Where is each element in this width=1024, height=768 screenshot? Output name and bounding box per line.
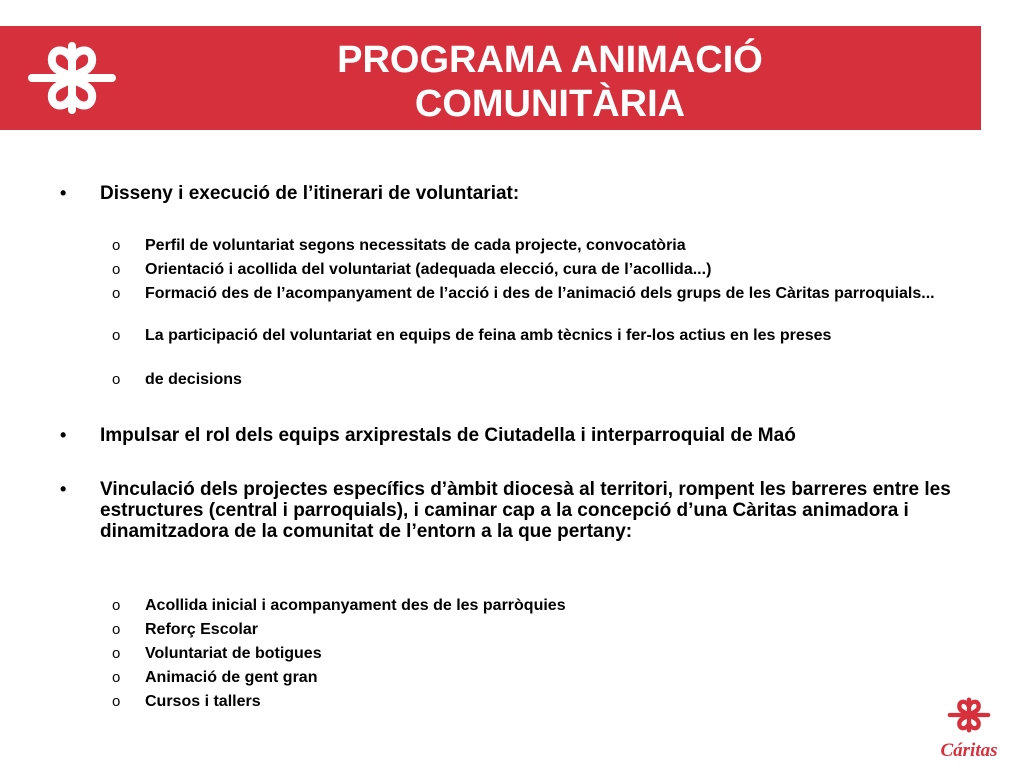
bullet-text: Impulsar el rol dels equips arxiprestals de Ciutadella i interparroquial de Maó bbox=[100, 425, 796, 446]
sub-bullet-text: Perfil de voluntariat segons necessitats de cada projecte, convocatòria bbox=[145, 237, 686, 254]
footer-brand-name: Cáritas bbox=[940, 740, 998, 761]
bullet-text: Vinculació dels projectes específics d’àmbit diocesà al territori, rompent les barreres entre les estructures (central i parroquials), i caminar cap a la concepció d’una Càritas animadora i dinamitzadora de la comunitat de l’entorn a la que pertany: bbox=[100, 479, 951, 542]
sub-bullet-text: Animació de gent gran bbox=[145, 669, 318, 686]
sub-bullet-text: Cursos i tallers bbox=[145, 693, 261, 710]
sub-bullet-item bbox=[112, 371, 945, 389]
sub-bullet-circle: o bbox=[112, 285, 121, 302]
sub-bullet-item bbox=[112, 645, 945, 663]
bullet-text: Disseny i execució de l’itinerari de voluntariat: bbox=[100, 183, 520, 204]
sub-bullet-item bbox=[112, 261, 945, 279]
title-line-2: COMUNITÀRIA bbox=[414, 83, 686, 125]
sub-bullet-text: Reforç Escolar bbox=[145, 621, 258, 638]
sub-bullet-text: La participació del voluntariat en equips de feina amb tècnics i fer-los actius en les preses bbox=[145, 327, 832, 344]
sub-bullet-item bbox=[112, 327, 945, 345]
bullet-item bbox=[60, 425, 970, 446]
bullet-dot: • bbox=[60, 479, 67, 499]
page-title bbox=[180, 38, 920, 126]
sub-bullet-circle: o bbox=[112, 261, 121, 278]
sub-bullet-text: de decisions bbox=[145, 371, 242, 388]
sub-bullet-item bbox=[112, 237, 945, 255]
sub-bullet-circle: o bbox=[112, 693, 121, 710]
caritas-cross-icon bbox=[22, 38, 122, 118]
sub-bullet-item bbox=[112, 693, 945, 711]
sub-bullet-circle: o bbox=[112, 621, 121, 638]
bullet-dot: • bbox=[60, 183, 67, 203]
bullet-item bbox=[60, 479, 970, 542]
sub-bullet-item bbox=[112, 285, 945, 303]
sub-bullet-circle: o bbox=[112, 327, 121, 344]
sub-bullet-circle: o bbox=[112, 371, 121, 388]
sub-bullet-item bbox=[112, 669, 945, 687]
footer-logo bbox=[924, 692, 1014, 762]
bullet-item bbox=[60, 183, 970, 204]
sub-bullet-item bbox=[112, 597, 945, 615]
bullet-dot: • bbox=[60, 425, 67, 445]
sub-bullet-text: Voluntariat de botigues bbox=[145, 645, 322, 662]
title-line-1: PROGRAMA ANIMACIÓ bbox=[337, 39, 763, 81]
sub-bullet-circle: o bbox=[112, 597, 121, 614]
sub-bullet-item bbox=[112, 621, 945, 639]
sub-bullet-text: Acollida inicial i acompanyament des de les parròquies bbox=[145, 597, 566, 614]
sub-bullet-circle: o bbox=[112, 645, 121, 662]
title-banner bbox=[0, 26, 981, 130]
sub-bullet-text: Formació des de l’acompanyament de l’acció i des de l’animació dels grups de les Càritas parroquials... bbox=[145, 285, 935, 302]
sub-bullet-text: Orientació i acollida del voluntariat (adequada elecció, cura de l’acollida...) bbox=[145, 261, 712, 278]
caritas-cross-icon bbox=[945, 692, 993, 738]
sub-bullet-circle: o bbox=[112, 237, 121, 254]
sub-bullet-circle: o bbox=[112, 669, 121, 686]
